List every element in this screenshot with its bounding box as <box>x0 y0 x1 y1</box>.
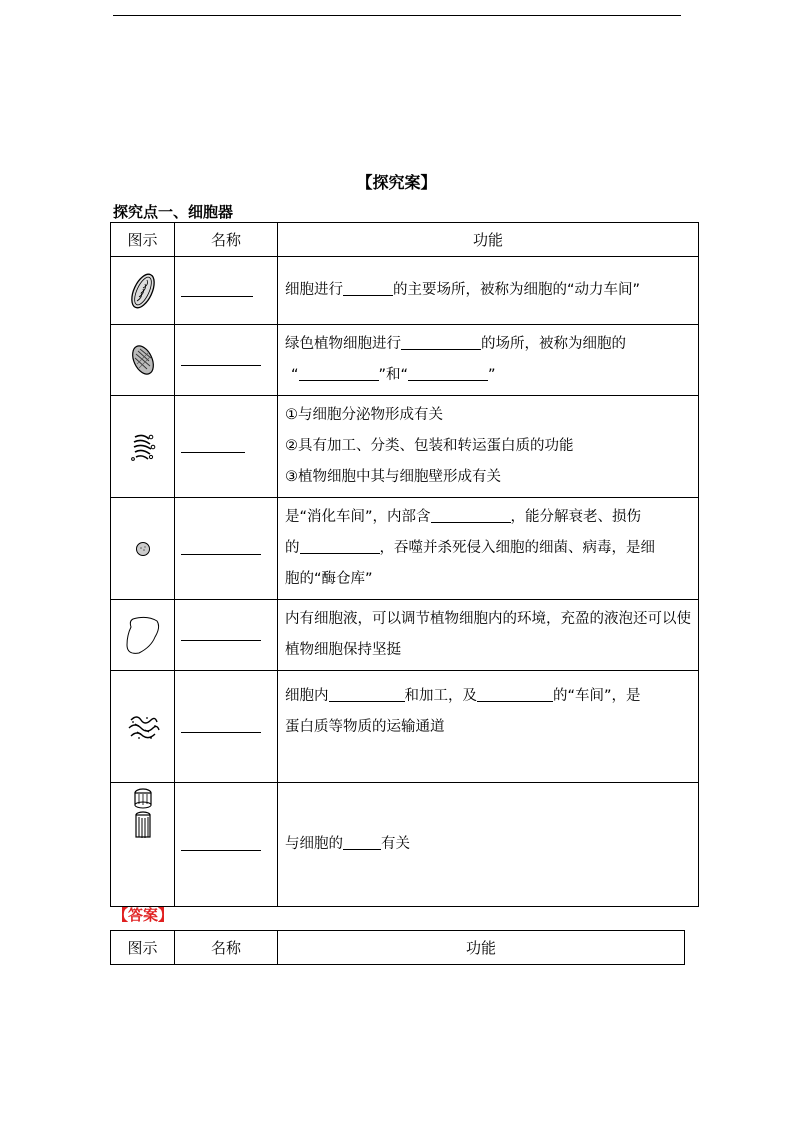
header-cell-function: 功能 <box>278 223 699 257</box>
function-cell: 与细胞的 有关 <box>278 783 699 907</box>
table-row <box>111 498 699 600</box>
header-cell-diagram: 图示 <box>111 223 175 257</box>
table-header-row <box>111 223 699 257</box>
endoplasmic-reticulum-icon <box>125 710 161 744</box>
table-header-row <box>111 931 685 965</box>
name-blank[interactable] <box>181 731 261 733</box>
name-cell <box>175 257 278 325</box>
centriole-icon <box>131 787 155 843</box>
name-cell <box>175 396 278 498</box>
table-row <box>111 396 699 498</box>
sub-title: 探究点一、细胞器 <box>113 203 234 221</box>
function-cell: 是“消化车间”，内部含 ，能分解衰老、损伤 的 ，吞噬并杀死侵入细胞的细菌、病毒，是细 胞的“酶仓库” <box>278 498 699 600</box>
table-row <box>111 671 699 783</box>
table-row <box>111 257 699 325</box>
chloroplast-icon <box>129 342 157 378</box>
header-cell-diagram: 图示 <box>111 931 175 965</box>
answer-blank[interactable] <box>431 508 511 524</box>
header-rule <box>113 15 681 16</box>
answer-blank[interactable] <box>408 366 488 382</box>
header-cell-name: 名称 <box>175 223 278 257</box>
name-cell <box>175 325 278 396</box>
answer-blank[interactable] <box>343 835 381 851</box>
lysosome-icon <box>133 539 153 559</box>
function-cell: 内有细胞液，可以调节植物细胞内的环境，充盈的液泡还可以使植物细胞保持坚挺 <box>278 600 699 671</box>
answer-blank[interactable] <box>401 335 481 351</box>
vacuole-icon <box>123 613 163 657</box>
table-row <box>111 325 699 396</box>
name-blank[interactable] <box>181 451 245 453</box>
name-blank[interactable] <box>181 849 261 851</box>
header-cell-name: 名称 <box>175 931 278 965</box>
table-row <box>111 600 699 671</box>
answer-blank[interactable] <box>329 687 405 703</box>
table-row <box>111 783 699 907</box>
answer-title: 【答案】 <box>113 906 174 924</box>
function-cell: 细胞进行 的主要场所，被称为细胞的“动力车间” <box>278 257 699 325</box>
organelle-table <box>110 222 699 907</box>
name-blank[interactable] <box>181 295 253 297</box>
name-cell <box>175 498 278 600</box>
function-cell: 细胞内 和加工，及 的“车间”，是 蛋白质等物质的运输通道 <box>278 671 699 783</box>
function-cell: ①与细胞分泌物形成有关 ②具有加工、分类、包装和转运蛋白质的功能 ③植物细胞中其与细胞壁形成有关 <box>278 396 699 498</box>
name-cell <box>175 783 278 907</box>
section-title: 【探究案】 <box>356 173 437 192</box>
answer-blank[interactable] <box>477 687 553 703</box>
answer-table <box>110 930 685 965</box>
name-blank[interactable] <box>181 553 261 555</box>
golgi-icon <box>129 429 157 465</box>
name-blank[interactable] <box>181 364 261 366</box>
answer-blank[interactable] <box>343 281 393 297</box>
answer-blank[interactable] <box>300 539 380 555</box>
name-cell <box>175 600 278 671</box>
function-cell: 绿色植物细胞进行 的场所，被称为细胞的 “ ”和“ ” <box>278 325 699 396</box>
mitochondrion-icon <box>129 271 157 311</box>
name-blank[interactable] <box>181 639 261 641</box>
header-cell-function: 功能 <box>278 931 685 965</box>
answer-blank[interactable] <box>299 366 379 382</box>
name-cell <box>175 671 278 783</box>
